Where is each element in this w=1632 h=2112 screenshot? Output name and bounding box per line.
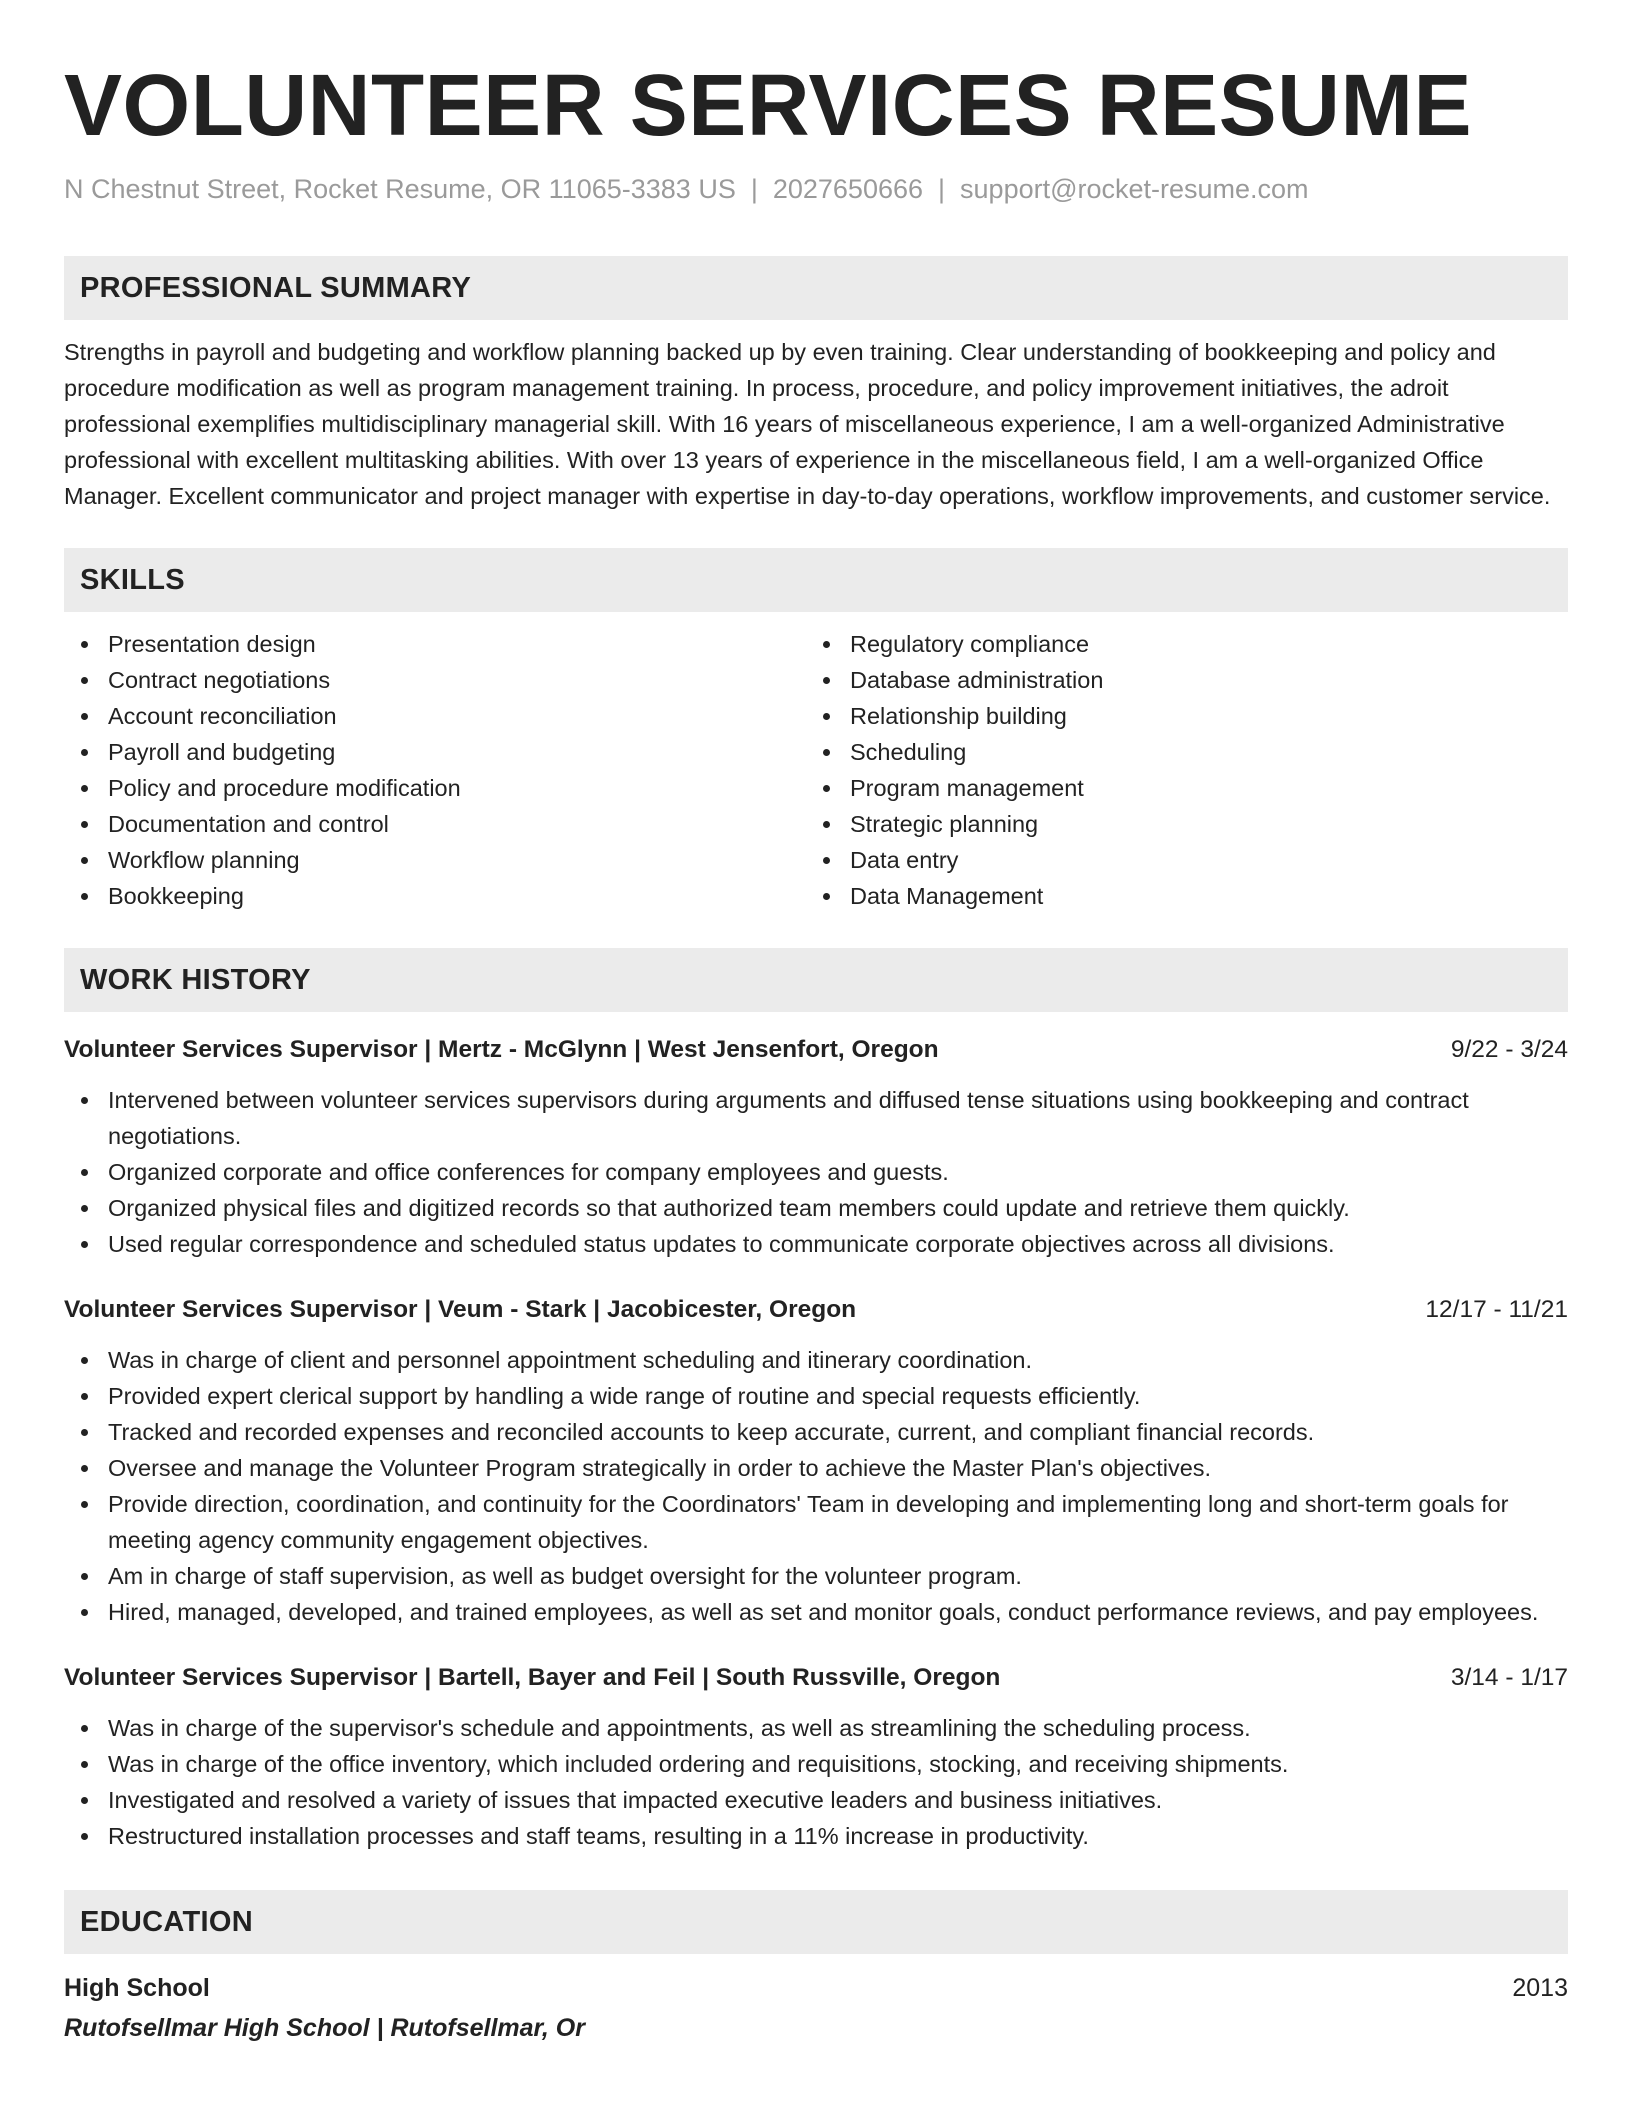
job-bullet: Used regular correspondence and scheduled status updates to communicate corporate objectives across all divisions. xyxy=(64,1226,1568,1262)
job-title: Volunteer Services Supervisor | Mertz - McGlynn | West Jensenfort, Oregon xyxy=(64,1036,939,1063)
contact-email: support@rocket-resume.com xyxy=(960,174,1309,204)
job-bullets xyxy=(64,1342,1568,1630)
resume-title: VOLUNTEER SERVICES RESUME xyxy=(64,57,1472,154)
job-header xyxy=(64,1660,1568,1696)
job-bullet: Am in charge of staff supervision, as well as budget oversight for the volunteer program. xyxy=(64,1558,1568,1594)
skill-item: Program management xyxy=(806,770,1548,806)
skill-item: Payroll and budgeting xyxy=(64,734,806,770)
job-bullet: Organized corporate and office conferences for company employees and guests. xyxy=(64,1154,1568,1190)
skill-item: Database administration xyxy=(806,662,1548,698)
contact-address: N Chestnut Street, Rocket Resume, OR 11065-3383 US xyxy=(64,174,736,204)
job-entry xyxy=(64,1292,1568,1630)
job-title: Volunteer Services Supervisor | Veum - Stark | Jacobicester, Oregon xyxy=(64,1296,857,1323)
job-entry xyxy=(64,1032,1568,1262)
section-header-work-history: WORK HISTORY xyxy=(64,948,1568,1012)
job-entry xyxy=(64,1660,1568,1854)
education-header xyxy=(64,1970,1568,2006)
job-bullets xyxy=(64,1082,1568,1262)
job-bullet: Was in charge of the office inventory, which included ordering and requisitions, stocking, and receiving shipments. xyxy=(64,1746,1568,1782)
skills-column-left xyxy=(64,626,806,914)
job-header xyxy=(64,1032,1568,1068)
job-title: Volunteer Services Supervisor | Bartell, Bayer and Feil | South Russville, Oregon xyxy=(64,1664,1001,1691)
skill-item: Account reconciliation xyxy=(64,698,806,734)
job-bullet: Tracked and recorded expenses and reconciled accounts to keep accurate, current, and compliant financial records. xyxy=(64,1414,1568,1450)
education-list xyxy=(64,1970,1568,2046)
education-school: Rutofsellmar High School | Rutofsellmar, Or xyxy=(64,2014,585,2042)
skill-item: Presentation design xyxy=(64,626,806,662)
skills-column-right xyxy=(806,626,1548,914)
skill-item: Contract negotiations xyxy=(64,662,806,698)
section-header-education: EDUCATION xyxy=(64,1890,1568,1954)
section-header-summary: PROFESSIONAL SUMMARY xyxy=(64,256,1568,320)
job-bullet: Restructured installation processes and staff teams, resulting in a 11% increase in productivity. xyxy=(64,1818,1568,1854)
job-header xyxy=(64,1292,1568,1328)
skills-list xyxy=(64,626,1568,914)
skill-item: Data entry xyxy=(806,842,1548,878)
job-dates: 3/14 - 1/17 xyxy=(1450,1664,1568,1691)
job-bullet: Organized physical files and digitized records so that authorized team members could update and retrieve them quickly. xyxy=(64,1190,1568,1226)
work-history-list xyxy=(64,1032,1568,1854)
skill-item: Bookkeeping xyxy=(64,878,806,914)
skill-item: Scheduling xyxy=(806,734,1548,770)
contact-line xyxy=(64,172,1568,206)
job-bullets xyxy=(64,1710,1568,1854)
contact-phone: 2027650666 xyxy=(772,174,924,204)
contact-separator: | xyxy=(750,174,758,204)
job-bullet: Intervened between volunteer services supervisors during arguments and diffused tense situations using bookkeeping and contract negotiations. xyxy=(64,1082,1568,1154)
skill-item: Relationship building xyxy=(806,698,1548,734)
education-degree: High School xyxy=(64,1974,210,2002)
job-bullet: Provided expert clerical support by handling a wide range of routine and special requests efficiently. xyxy=(64,1378,1568,1414)
job-bullet: Oversee and manage the Volunteer Program strategically in order to achieve the Master Plan's objectives. xyxy=(64,1450,1568,1486)
job-dates: 12/17 - 11/21 xyxy=(1425,1296,1568,1323)
skill-item: Policy and procedure modification xyxy=(64,770,806,806)
education-year: 2013 xyxy=(1512,1974,1568,2002)
skill-item: Strategic planning xyxy=(806,806,1548,842)
skill-item: Workflow planning xyxy=(64,842,806,878)
skill-item: Data Management xyxy=(806,878,1548,914)
job-bullet: Hired, managed, developed, and trained employees, as well as set and monitor goals, conduct performance reviews, and pay employees. xyxy=(64,1594,1568,1630)
skill-item: Regulatory compliance xyxy=(806,626,1548,662)
skill-item: Documentation and control xyxy=(64,806,806,842)
education-entry xyxy=(64,1970,1568,2046)
job-bullet: Provide direction, coordination, and continuity for the Coordinators' Team in developing and implementing long and short-term goals for meeting agency community engagement objectives. xyxy=(64,1486,1568,1558)
job-bullet: Was in charge of client and personnel appointment scheduling and itinerary coordination. xyxy=(64,1342,1568,1378)
contact-separator: | xyxy=(938,174,946,204)
job-bullet: Was in charge of the supervisor's schedule and appointments, as well as streamlining the scheduling process. xyxy=(64,1710,1568,1746)
job-bullet: Investigated and resolved a variety of issues that impacted executive leaders and business initiatives. xyxy=(64,1782,1568,1818)
section-header-skills: SKILLS xyxy=(64,548,1568,612)
job-dates: 9/22 - 3/24 xyxy=(1450,1036,1568,1063)
summary-text: Strengths in payroll and budgeting and workflow planning backed up by even training. Clear understanding of bookkeeping and policy and procedure modification as well as program management training. In process, procedure, and policy improvement initiatives, the adroit professional exemplifies multidisciplinary managerial skill. With 16 years of miscellaneous experience, I am a well-organized Administrative professional with excellent multitasking abilities. With over 13 years of experience in the miscellaneous field, I am a well-organized Office Manager. Excellent communicator and project manager with expertise in day-to-day operations, workflow improvements, and customer service. xyxy=(64,339,1551,509)
